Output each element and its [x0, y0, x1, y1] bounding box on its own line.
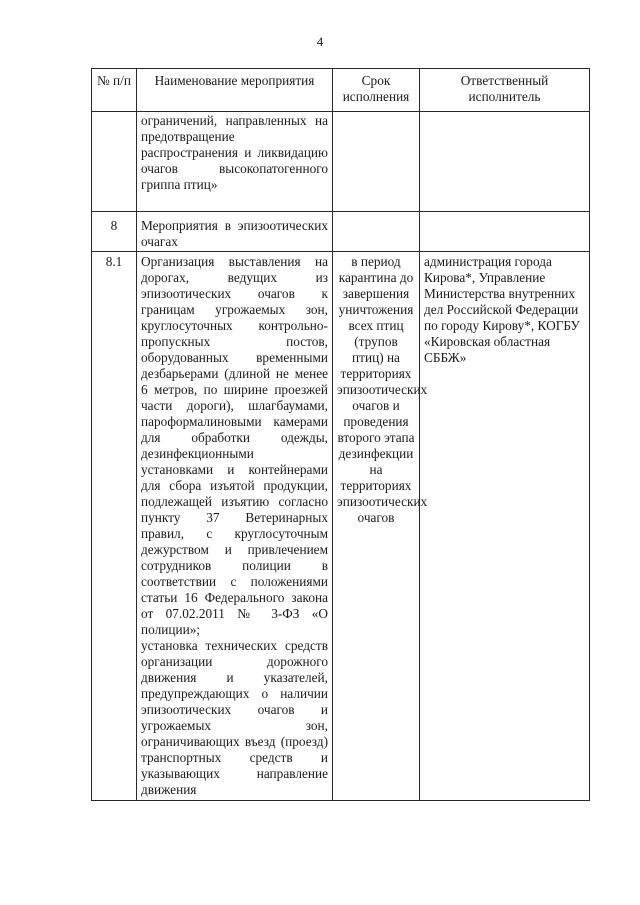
cell-name: [137, 252, 333, 801]
cell-name: ограничений, направленных на предотвращение распространения и ликвидацию очагов высокопатогенного гриппа птиц»: [137, 112, 333, 212]
cell-resp: [420, 112, 590, 212]
table-header-row: [92, 69, 590, 112]
cell-name: Мероприятия в эпизоотических очагах: [137, 212, 333, 252]
cell-term: [333, 112, 420, 212]
page-number: 4: [316, 34, 324, 49]
header-resp: Ответственный исполнитель: [420, 69, 590, 112]
table-row: [92, 112, 590, 212]
cell-num: 8.1: [92, 252, 137, 801]
cell-term: в период карантина до завершения уничтожения всех птиц (трупов птиц) на территориях эпизоотических очагов и проведения второго этапа дезинфекции на территориях эпизоотических очагов: [333, 252, 420, 801]
cell-num: [92, 112, 137, 212]
cell-term: [333, 212, 420, 252]
header-num: № п/п: [92, 69, 137, 112]
cell-resp: администрация города Кирова*, Управление Министерства внутренних дел Российской Федерации по городу Кирову*, КОГБУ «Кировская областная СББЖ»: [420, 252, 590, 801]
measures-table: [91, 68, 590, 801]
table-row: [92, 212, 590, 252]
cell-resp: [420, 212, 590, 252]
header-name: Наименование мероприятия: [137, 69, 333, 112]
measure-paragraph: Организация выставления на дорогах, ведущих из эпизоотических очагов к границам угрожаемых зон, круглосуточных контрольно-пропускных постов, оборудованных временными дезбарьерами (длиной не менее 6 метров, по ширине проезжей части дороги), шлагбаумами, пароформалиновыми камерами для обработки одежды, дезинфекционными установками и контейнерами для сбора изъятой продукции, подлежащей изъятию согласно пункту 37 Ветеринарных правил, с круглосуточным дежурством и привлечением сотрудников полиции в соответствии с положениями статьи 16 Федерального закона от 07.02.2011 № 3-ФЗ «О полиции»;: [141, 254, 328, 637]
measure-paragraph: установка технических средств организации дорожного движения и указателей, предупреждающих о наличии эпизоотических очагов и угрожаемых зон, ограничивающих въезд (проезд) транспортных средств и указывающих направление движения: [141, 638, 328, 797]
table-row: [92, 252, 590, 801]
header-term: Срок исполнения: [333, 69, 420, 112]
cell-num: 8: [92, 212, 137, 252]
